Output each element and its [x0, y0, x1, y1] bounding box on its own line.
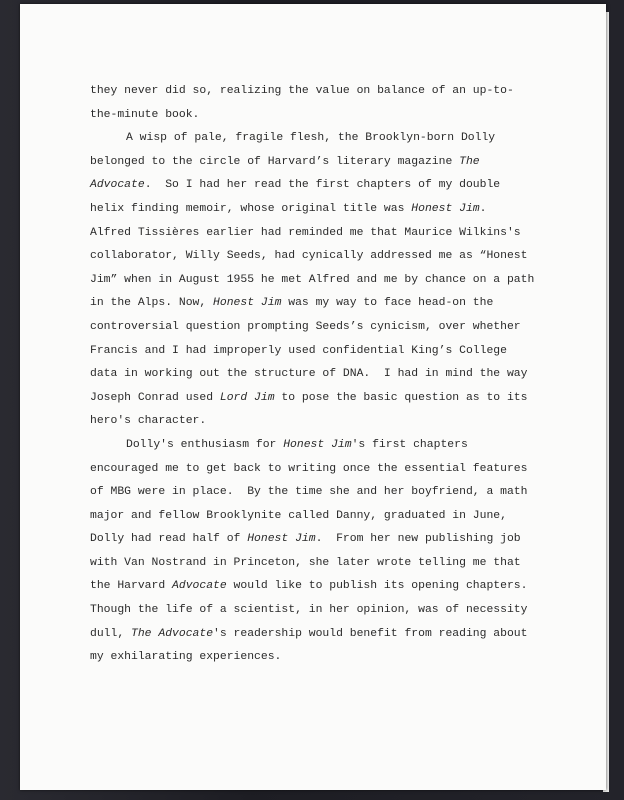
text-line	[90, 245, 528, 269]
text-segment: major and fellow Brooklynite called Danny, graduated in June,	[90, 509, 507, 522]
text-line	[90, 104, 520, 128]
text-segment: in the Alps. Now,	[90, 297, 214, 310]
text-segment: dull,	[90, 627, 132, 640]
text-segment: Francis and I had improperly used confidential King’s College	[90, 344, 507, 357]
text-segment: .	[479, 202, 487, 215]
text-line	[90, 363, 528, 387]
text-line	[90, 575, 528, 599]
text-segment: Alfred Tissières earlier had reminded me that Maurice Wilkins's	[90, 226, 521, 239]
text-line	[90, 599, 528, 623]
text-line	[90, 505, 520, 529]
text-segment: . So I had her read the first chapters of my double	[144, 179, 501, 192]
text-segment: was my way to face head-on the	[281, 297, 494, 310]
text-segment: of MBG were in place. By the time she and her boyfriend, a math	[90, 486, 528, 499]
text-segment: with Van Nostrand in Princeton, she later wrote telling me that	[90, 556, 521, 569]
text-line	[90, 222, 520, 246]
text-segment: they never did so, realizing the value on balance of an up-to-	[90, 85, 514, 97]
text-segment: hero's character.	[90, 415, 207, 428]
italic-title: Honest Jim	[213, 297, 282, 310]
text-segment: collaborator, Willy Seeds, had cynically addressed me as “Honest	[90, 250, 528, 263]
text-segment: the Harvard	[90, 580, 173, 593]
text-segment: Joseph Conrad used	[90, 391, 220, 404]
text-segment: data in working out the structure of DNA. I had in mind the way	[90, 368, 528, 381]
text-line	[90, 340, 520, 364]
text-segment: my exhilarating experiences.	[90, 651, 282, 664]
text-line	[90, 528, 520, 552]
text-line	[90, 552, 520, 576]
text-line	[90, 387, 528, 411]
text-line	[90, 434, 520, 458]
italic-title: Honest Jim	[247, 533, 316, 546]
italic-title: The Advocate	[131, 627, 214, 640]
text-segment: Jim” when in August 1955 he met Alfred and me by chance on a path	[90, 273, 535, 286]
text-line	[90, 292, 520, 316]
page-body-text	[90, 80, 535, 670]
text-line	[90, 623, 528, 647]
text-segment: to pose the basic question as to its	[274, 391, 528, 404]
text-segment: Though the life of a scientist, in her opinion, was of necessity	[90, 604, 528, 617]
italic-title: The	[459, 155, 480, 168]
text-segment: helix finding memoir, whose original title was	[90, 202, 412, 215]
text-segment: . From her new publishing job	[315, 533, 521, 546]
text-segment: 's readership would benefit from reading about	[213, 627, 528, 640]
text-line	[90, 316, 520, 340]
italic-title: Advocate	[90, 179, 145, 192]
text-line	[90, 410, 520, 434]
text-line	[90, 198, 520, 222]
text-line	[90, 151, 520, 175]
italic-title: Honest Jim	[411, 202, 480, 215]
text-line	[90, 80, 520, 104]
text-line	[90, 646, 520, 670]
text-segment: the-minute book.	[90, 108, 200, 121]
italic-title: Honest Jim	[283, 438, 352, 451]
text-line	[90, 458, 528, 482]
text-segment: Dolly's enthusiasm for	[126, 438, 284, 451]
italic-title: Lord Jim	[219, 391, 275, 404]
text-segment: Dolly had read half of	[90, 533, 248, 546]
text-line	[90, 127, 520, 151]
text-segment: would like to publish its opening chapters.	[226, 580, 528, 593]
text-line	[90, 481, 528, 505]
text-segment: belonged to the circle of Harvard’s literary magazine	[90, 155, 460, 168]
text-segment: A wisp of pale, fragile flesh, the Brooklyn-born Dolly	[126, 132, 496, 145]
italic-title: Advocate	[172, 580, 227, 593]
text-line	[90, 174, 520, 198]
text-segment: controversial question prompting Seeds’s cynicism, over whether	[90, 320, 521, 333]
text-segment: 's first chapters	[351, 438, 468, 451]
text-segment: encouraged me to get back to writing once the essential features	[90, 462, 528, 475]
text-line	[90, 269, 535, 293]
